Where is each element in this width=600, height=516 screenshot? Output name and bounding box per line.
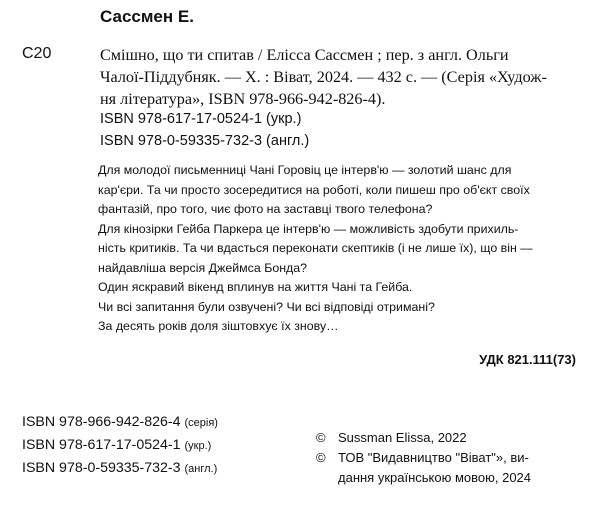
biblio-line: Смішно, що ти спитав / Елісса Сассмен ; пер. з англ. Ольги	[100, 46, 509, 64]
annotation-line: фантазій, про того, чиє фото на заставці твого телефона?	[98, 202, 433, 216]
annotation-line: Для молодої письменниці Чані Горовіц це інтерв'ю — золотий шанс для	[98, 163, 512, 177]
annotation	[98, 161, 533, 337]
footer-isbn	[22, 457, 218, 480]
isbn-note: (укр.)	[184, 440, 212, 452]
isbn-eng: ISBN 978-0-59335-732-3 (англ.)	[100, 133, 310, 149]
copyright-icon: ©	[316, 430, 326, 445]
annotation-line: Один яскравий вікенд вплинув на життя Чані та Гейба.	[98, 280, 413, 294]
copyright-publisher-text: ТОВ "Видавництво "Віват"», ви-	[338, 450, 529, 465]
isbn-note: (англ.)	[184, 463, 218, 475]
annotation-line: Для кінозірки Гейба Паркера це інтерв'ю — можливість здобути прихиль-	[98, 221, 519, 236]
footer-isbn	[22, 434, 218, 457]
annotation-line: кар'єри. Та чи просто зосередитися на роботі, коли пишеш про об'єкт своїх	[98, 182, 530, 197]
isbn-number: ISBN 978-617-17-0524-1	[22, 437, 181, 453]
annotation-line: За десять років доля зіштовхує їх знову…	[98, 319, 339, 333]
isbn-block	[100, 108, 309, 152]
copyright-publisher-cont: дання українською мовою, 2024	[338, 470, 532, 485]
copyright-icon: ©	[316, 450, 326, 465]
bibliographic-description	[100, 44, 547, 110]
shelfmark: С20	[22, 45, 52, 62]
author-heading: Сассмен Е.	[100, 7, 194, 26]
annotation-line: ність критиків. Та чи вдасться переконати скептиків (і не лише їх), що він —	[98, 241, 533, 255]
footer-isbn-list	[22, 411, 218, 480]
footer-isbn	[22, 411, 218, 434]
copyright-author	[316, 428, 531, 448]
annotation-line: найдавліша версія Джеймса Бонда?	[98, 260, 308, 275]
isbn-number: ISBN 978-0-59335-732-3	[22, 460, 181, 476]
isbn-note: (серія)	[184, 417, 218, 429]
annotation-line: Чи всі запитання були озвучені? Чи всі відповіді отримані?	[98, 299, 435, 314]
copyright-publisher	[316, 448, 531, 468]
biblio-line: Чалої-Піддубняк. — Х. : Віват, 2024. — 432 с. — (Серія «Худож-	[100, 68, 547, 86]
isbn-ukr: ISBN 978-617-17-0524-1 (укр.)	[100, 111, 302, 127]
copyright-block	[316, 428, 531, 488]
biblio-line: ня література», ISBN 978-966-942-826-4).	[100, 90, 386, 108]
copyright-author-text: Sussman Elissa, 2022	[338, 430, 467, 445]
udk-code: УДК 821.111(73)	[479, 352, 576, 367]
isbn-number: ISBN 978-966-942-826-4	[22, 414, 181, 430]
